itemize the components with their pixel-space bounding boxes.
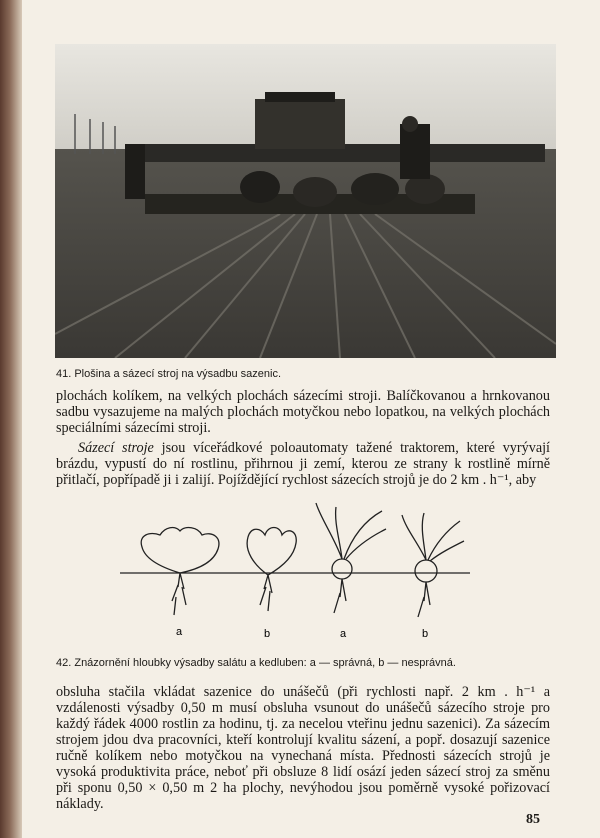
paragraph-3: obsluha stačila vkládat sazenice do unášečů (při rychlosti např. 2 km . h⁻¹ a vzdálenosti výsadby 0,50 m musí obsluha vsunout do unášečů sázecího stroje pro každý řádek 4000 rostlin za hodinu, tj. za necelou vteřinu jednu sazenici). Za sázecím strojem jdou dva pracovníci, kteří kontrolují kvalitu sázení, a popř. dosazují sazenice ručně kolíkem nebo motyčkou na vynechaná místa. Přednosti sázecích strojů je vysoká produktivita práce, neboť při obsluze 8 lidí osází jeden sázecí stroj za směnu při sponu 0,50 × 0,50 m 2 ha plochy, nevýhodou jsou poměrně vysoké pořizovací náklady. [56,684,550,812]
planting-depth-drawing [120,497,480,642]
planting-machine-photo [55,44,556,358]
label-kohlrabi-b: b [422,628,429,640]
page-number: 85 [526,812,540,827]
paragraph-2 [56,440,550,488]
figure-41-caption: 41. Plošina a sázecí stroj na výsadbu sazenic. [56,368,282,380]
label-lettuce-a: a [176,626,183,638]
figure-42-caption: 42. Znázornění hloubky výsadby salátu a kedluben: a — správná, b — nesprávná. [56,657,456,669]
label-lettuce-b: b [264,628,271,640]
label-kohlrabi-a: a [340,628,347,640]
book-binding-shadow [0,0,22,838]
paragraph-1: plochách kolíkem, na velkých plochách sázecími stroji. Balíčkovanou a hrnkovanou sadbu vysazujeme na malých plochách motyčkou nebo lopatkou, na velkých plochách speciálními sázecími stroji. [56,388,550,436]
paragraph-2-text: jsou víceřádkové poloautomaty tažené traktorem, které vyrývají brázdu, vypustí do ní rostlinu, přihrnou ji zemí, kterou ze strany k rostlině mírně přitlačí, popřípadě ji i zalijí. Pojíždějící rychlost sázecích strojů je do 2 km . h⁻¹, aby [56,440,550,488]
term-sazeci-stroje: Sázecí stroje [78,440,154,456]
